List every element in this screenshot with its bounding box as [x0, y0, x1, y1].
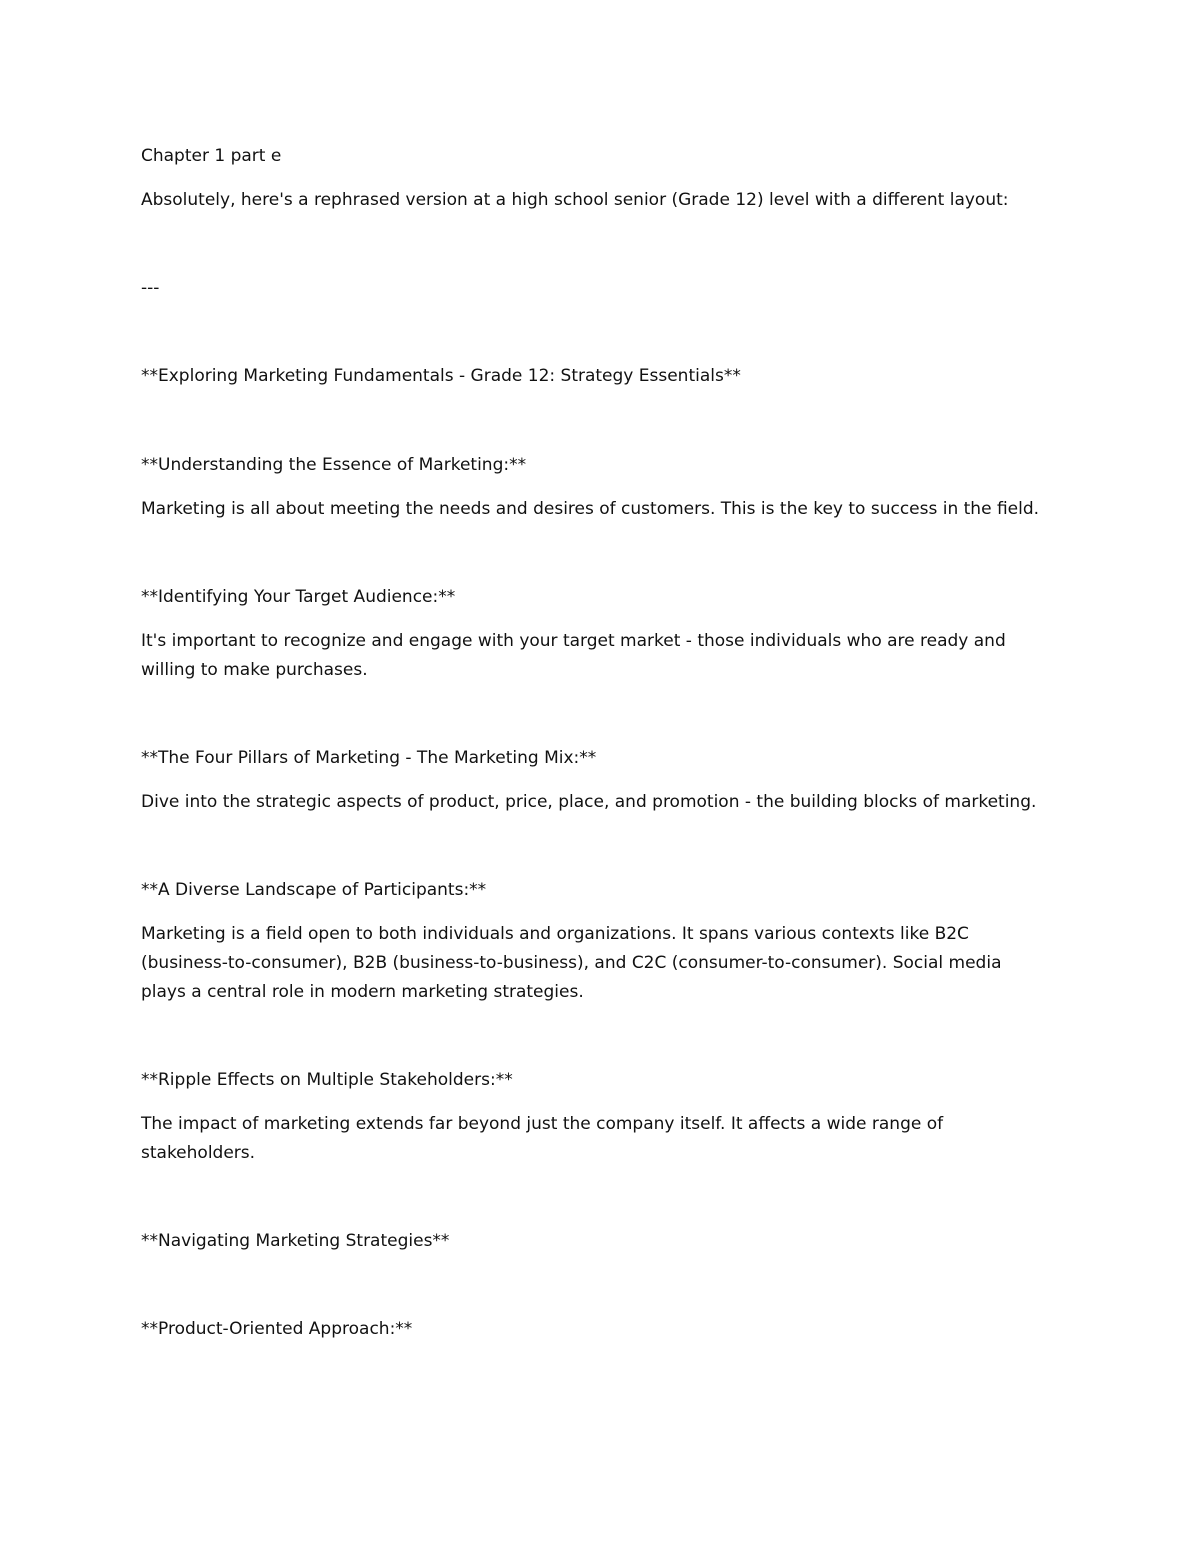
intro-paragraph: Absolutely, here's a rephrased version at a high school senior (Grade 12) level with a different layout: [141, 190, 1009, 210]
section-body-participants-line-2: (business-to-consumer), B2B (business-to-business), and C2C (consumer-to-consumer). Social media [141, 953, 1002, 973]
section-body-stakeholders-line-2: stakeholders. [141, 1143, 256, 1163]
section-heading-stakeholders: **Ripple Effects on Multiple Stakeholders:** [141, 1070, 513, 1090]
chapter-title: Chapter 1 part e [141, 146, 282, 166]
section-body-audience-line-2: willing to make purchases. [141, 660, 368, 680]
section-body-essence: Marketing is all about meeting the needs and desires of customers. This is the key to success in the field. [141, 499, 1040, 519]
section-body-audience-line-1: It's important to recognize and engage with your target market - those individuals who are ready and [141, 631, 1006, 651]
section-heading-marketing-mix: **The Four Pillars of Marketing - The Marketing Mix:** [141, 748, 597, 768]
section-heading-audience: **Identifying Your Target Audience:** [141, 587, 456, 607]
section-heading-strategies: **Navigating Marketing Strategies** [141, 1231, 450, 1251]
main-heading: **Exploring Marketing Fundamentals - Grade 12: Strategy Essentials** [141, 366, 741, 386]
section-body-participants-line-1: Marketing is a field open to both individuals and organizations. It spans various contexts like B2C [141, 924, 969, 944]
section-body-marketing-mix: Dive into the strategic aspects of product, price, place, and promotion - the building blocks of marketing. [141, 792, 1037, 812]
section-body-stakeholders-line-1: The impact of marketing extends far beyond just the company itself. It affects a wide range of [141, 1114, 944, 1134]
separator: --- [141, 278, 160, 298]
section-heading-essence: **Understanding the Essence of Marketing:** [141, 455, 527, 475]
section-heading-participants: **A Diverse Landscape of Participants:** [141, 880, 487, 900]
section-body-participants-line-3: plays a central role in modern marketing strategies. [141, 982, 584, 1002]
section-heading-product-oriented: **Product-Oriented Approach:** [141, 1319, 413, 1339]
